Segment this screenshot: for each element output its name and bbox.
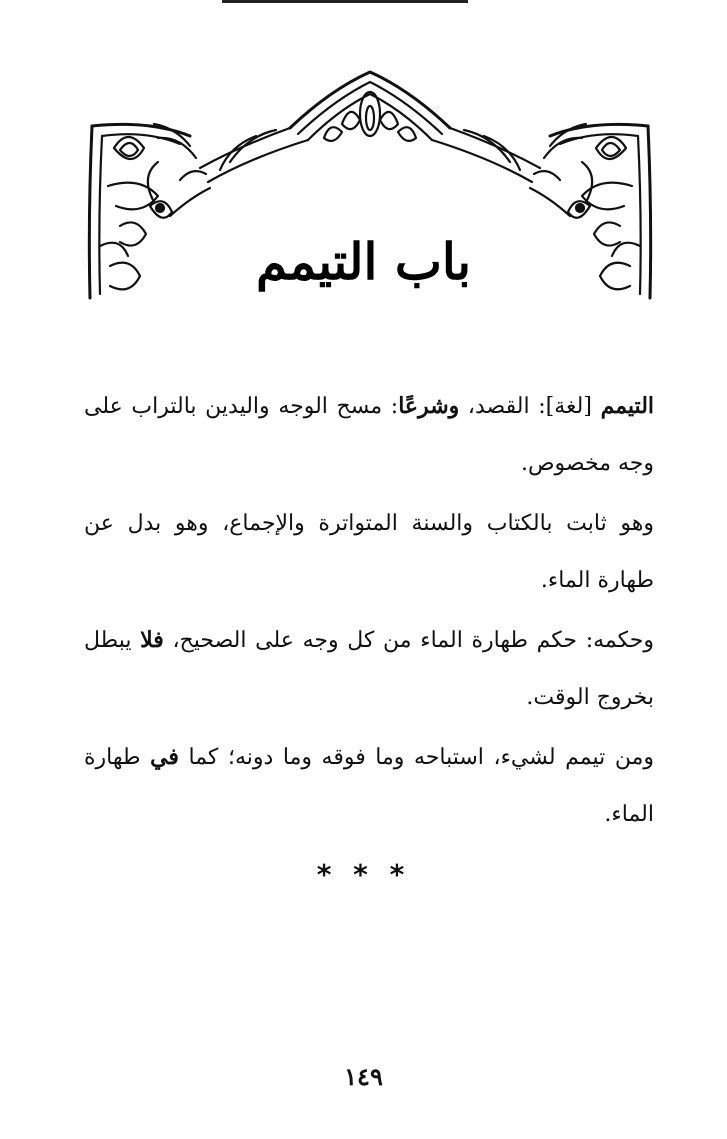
ruling-emphasis: فلا [140,627,164,653]
permission-text: ومن تيمم لشيء، استباحه وما فوقه وما دونه؛ كما [178,745,654,770]
definition-linguistic: [لغة]: القصد، [459,394,601,419]
paragraph-ruling [84,612,654,726]
definition-shariah: : مسح الوجه واليدين بالتراب على وجه مخصوص. [84,394,654,476]
ruling-text-end: يبطل بخروج الوقت. [84,628,654,710]
section-separator: * * * [316,858,411,891]
paragraph-definition [84,378,654,492]
top-rule [222,0,468,3]
term-tayammum: التيمم [600,393,655,419]
term-shariah: وشرعًا [398,393,460,419]
chapter-title: باب التيمم [255,232,472,291]
page-number: ١٤٩ [344,1062,383,1091]
paragraph-evidence: وهو ثابت بالكتاب والسنة المتواترة والإجماع، وهو بدل عن طهارة الماء. [84,511,654,593]
chapter-body [84,378,654,846]
permission-emphasis: في [150,744,179,770]
permission-text-end: طهارة الماء. [84,745,654,827]
ruling-text: وحكمه: حكم طهارة الماء من كل وجه على الصحيح، [163,628,654,653]
paragraph-permission [84,729,654,843]
